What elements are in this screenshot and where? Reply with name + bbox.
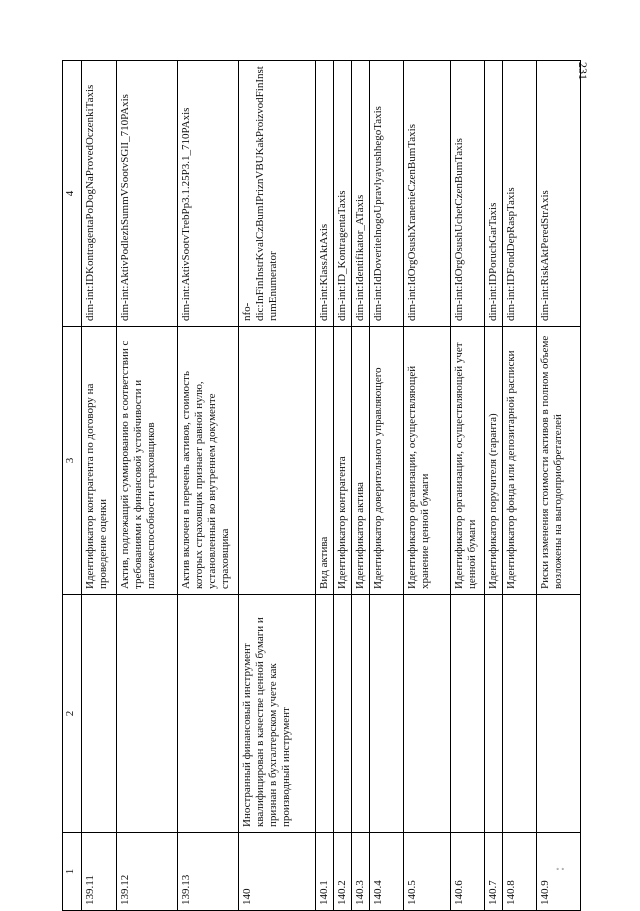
row-description: [239, 327, 316, 595]
row-code: dim-int:IDKontragentaPoDogNaProvedOczenkiTaxis: [82, 61, 117, 327]
row-description: Риски изменения стоимости активов в полном объеме возложены на выгодоприобретателей: [537, 327, 581, 595]
row-name: [82, 595, 117, 833]
row-code: dim-int:IdDoveritelnogoUpravlyayushhegoTaxis: [370, 61, 404, 327]
table-row: [537, 61, 581, 911]
row-number: 140: [239, 833, 316, 911]
table-row: [334, 61, 352, 911]
row-number: 140.3: [352, 833, 370, 911]
row-description: Актив, подлежащий суммированию в соответствии с требованиями к финансовой устойчивости и платежеспособности страховщиков: [117, 327, 178, 595]
page-number: 231: [576, 62, 590, 80]
table-row: [404, 61, 451, 911]
row-name: [370, 595, 404, 833]
row-description: Идентификатор фонда или депозитарной расписки: [503, 327, 537, 595]
row-name: [334, 595, 352, 833]
row-code: dim-int:KlassAktAxis: [316, 61, 334, 327]
row-code: dim-int:RiskAktPeredStrAxis: [537, 61, 581, 327]
table-row: [370, 61, 404, 911]
row-description: Идентификатор поручителя (гаранта): [485, 327, 503, 595]
row-number: 140.6: [451, 833, 485, 911]
column-header-1: 1: [63, 833, 82, 911]
row-code: dim-int:ID_KontragentaTaxis: [334, 61, 352, 327]
row-description: Идентификатор организации, осуществляющей учет ценной бумаги: [451, 327, 485, 595]
table-row: [82, 61, 117, 911]
column-header-2: 2: [63, 595, 82, 833]
table-row: [316, 61, 334, 911]
row-code: dim-int:IDPoruchGarTaxis: [485, 61, 503, 327]
row-name: [117, 595, 178, 833]
row-code: dim-int:AktivPodlezhSummVSootvSGlI_710PAxis: [117, 61, 178, 327]
column-header-4: 4: [63, 61, 82, 327]
row-name: Иностранный финансовый инструмент квалифицирован в качестве ценной бумаги и признан в бухгалтерском учете как производный инструмент: [239, 595, 316, 833]
row-name: [537, 595, 581, 833]
table-header-row: [63, 61, 82, 911]
table-row: [503, 61, 537, 911]
row-number: 140.8: [503, 833, 537, 911]
row-description: Актив включен в перечень активов, стоимость которых страховщик признает равной нулю, установленный во внутреннем документе страховщика: [178, 327, 239, 595]
row-number: 140.7: [485, 833, 503, 911]
row-number: 140.1: [316, 833, 334, 911]
row-name: [485, 595, 503, 833]
column-header-3: 3: [63, 327, 82, 595]
row-code: dim-int:IdOrgOsushUchetCzenBumTaxis: [451, 61, 485, 327]
row-name: [404, 595, 451, 833]
row-description: Идентификатор организации, осуществляющей хранение ценной бумаги: [404, 327, 451, 595]
row-number: 140.2: [334, 833, 352, 911]
row-number: 139.12: [117, 833, 178, 911]
row-name: [451, 595, 485, 833]
row-description: Вид актива: [316, 327, 334, 595]
row-number: 140.9: [537, 833, 581, 911]
row-number: 140.4: [370, 833, 404, 911]
row-number: 139.13: [178, 833, 239, 911]
row-description: Идентификатор актива: [352, 327, 370, 595]
table-row: [178, 61, 239, 911]
row-name: [178, 595, 239, 833]
row-name: [316, 595, 334, 833]
row-code: dim-int:Identifikator_ATaxis: [352, 61, 370, 327]
margin-marks: ∘ ∘: [556, 865, 565, 873]
row-code: dim-int:IDFondDepRaspTaxis: [503, 61, 537, 327]
row-code: dim-int:AktivSootvTrebPp3.1.25P3.1_710PAxis: [178, 61, 239, 327]
table-row: [352, 61, 370, 911]
document-table: [62, 61, 581, 911]
table-row: [117, 61, 178, 911]
row-name: [503, 595, 537, 833]
row-code: nfo-dic:InFinInstrKvalCzBumIPriznVBUKakProizvodFinInstrumEnumerator: [239, 61, 316, 327]
table-row: [239, 61, 316, 911]
row-description: Идентификатор доверительного управляющего: [370, 327, 404, 595]
row-name: [352, 595, 370, 833]
row-description: Идентификатор контрагента по договору на проведение оценки: [82, 327, 117, 595]
table-row: [485, 61, 503, 911]
row-code: dim-int:IdOrgOsushXranenieCzenBumTaxis: [404, 61, 451, 327]
row-number: 139.11: [82, 833, 117, 911]
table-row: [451, 61, 485, 911]
row-number: 140.5: [404, 833, 451, 911]
row-description: Идентификатор контрагента: [334, 327, 352, 595]
